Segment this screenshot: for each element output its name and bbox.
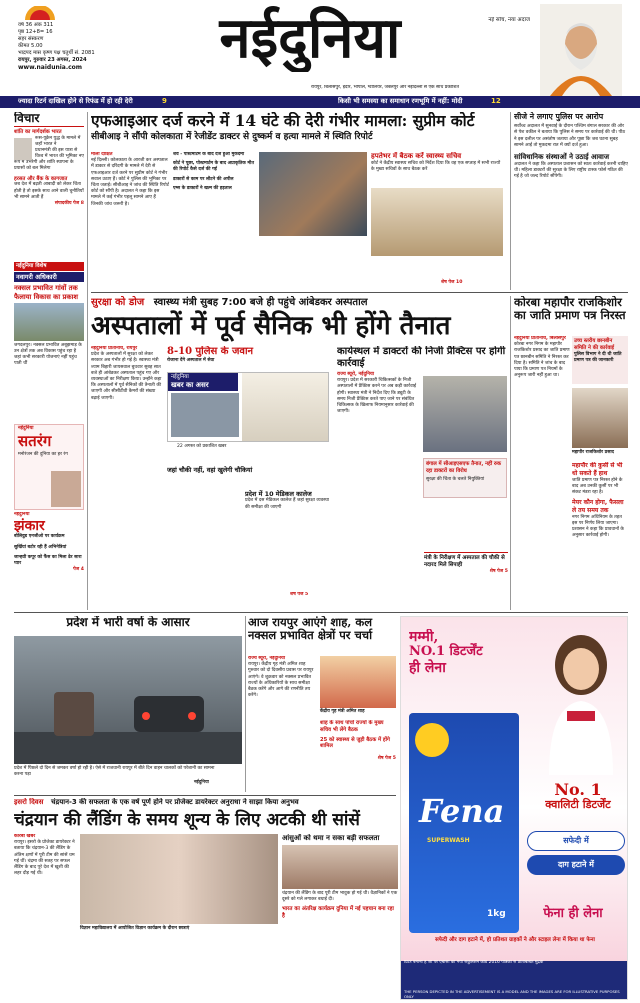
newspaper-title: नईदुनिया xyxy=(219,5,401,71)
inset-label: खबर का असर xyxy=(171,381,209,390)
logo-sun-icon xyxy=(22,6,58,20)
ad-product-pack xyxy=(409,713,519,933)
inset-clipping xyxy=(242,373,329,441)
inset-brand: नईदुनिया xyxy=(171,374,189,380)
lead-bullet: शव - पोस्टमार्टम के बाद दर्ज हुआ मुकदमा xyxy=(173,152,245,157)
right1-body: सर्वोच्च अदालत में सुनवाई के दौरान पश्चिम बंगाल सरकार की ओर से पेश वकील ने बताया कि पुलिस ने समय पर कार्रवाई की थी। पीठ ने इस दलील पर असंतोष जताया और पूछा कि जब घटना सुबह सामने आई तो मुकदमा रात में क्यों दर्ज हुआ। xyxy=(514,124,625,148)
lead-body: नई दिल्ली। कोलकाता के आरजी कर अस्पताल में डाक्टर से दरिंदगी के मामले में देरी से एफआइआर दर्ज करने पर सुप्रीम कोर्ट ने गंभीर सवाल उठाए हैं। कोर्ट ने पुलिस की भूमिका पर चिंता जताई। सीबीआइ ने जांच की स्थिति रिपोर्ट कोर्ट को सौंपी है। अदालत ने कहा कि इस मामले में कई गंभीर पहलू सामने आए हैं जिनकी जांच जरूरी है। xyxy=(91,158,169,207)
vichar-item2-title[interactable]: हरसत और बैंक के कागजात xyxy=(14,175,68,182)
price: कीमत 5.00 xyxy=(18,43,43,50)
news3-box-text: बंगाल में सीआइएसएफ तैनात, नहीं रुक रहा डाक्टरों का विरोध xyxy=(426,461,501,474)
rain-photo xyxy=(14,636,242,764)
news3-box xyxy=(423,458,507,498)
shah-body: रायपुर। केंद्रीय गृह मंत्री अमित शाह गुरुवार को दो दिवसीय प्रवास पर रायपुर आएंगे। वे शुक्रवार को नक्सल प्रभावित राज्यों के अधिकारियों के साथ समीक्षा बैठक करेंगे और आगे की रणनीति तय करेंगे। xyxy=(248,662,314,699)
medical-colleges xyxy=(245,490,335,550)
lead-dateline: माला दीक्षित xyxy=(91,152,113,157)
isro-photo xyxy=(80,834,278,924)
rain-credit: नईदुनिया xyxy=(194,780,209,785)
news3-photo xyxy=(423,376,507,452)
right2-box xyxy=(572,336,628,384)
jhankar-title: झंकार xyxy=(14,518,45,535)
rain-caption: प्रदेश में पिछले दो दिन से जमकर वर्षा हो रही है। ऐसे में राजधानी रायपुर में बीते दिन वाहन चालकों को परेशानी का सामना करना पड़ा xyxy=(14,766,215,778)
lead-photo-court xyxy=(371,188,503,256)
ad-tagline2: NO.1 डिटर्जेंट xyxy=(409,644,483,660)
special-headline: नवागरी अधिकारी xyxy=(14,272,84,282)
mayor-caption: महापौर राजकिशोर प्रसाद xyxy=(572,450,614,455)
news2-inset xyxy=(167,372,329,442)
isro-subhead: आंसुओं को थमा न सका बड़ी सफलता xyxy=(282,834,380,842)
vichar-heading: विचार xyxy=(14,112,84,127)
ad-sub: SUPERWASH xyxy=(427,837,470,844)
ad-quality: क्वालिटी डिटर्जेंट xyxy=(545,798,611,812)
ad-disclaimer: THE PERSON DEPICTED IN THE ADVERTISEMENT IS A MODEL AND THE IMAGES ARE FOR ILLUSTRATIVE PURPOSES ONLY xyxy=(404,990,620,999)
satrang-sub: नईदुनिया xyxy=(18,426,34,431)
right2-sub3: मेयर कौन होगा, फैसला ले तय समय तक xyxy=(572,499,624,514)
right1-subhead: सांविधानिक संस्थाओं ने उठाई आवाज xyxy=(514,152,610,161)
isro-label: इसरो दिवस xyxy=(14,798,44,806)
news2-dateline: नईदुनिया प्रतिनिधि, रायपुर xyxy=(91,346,138,351)
shah-story xyxy=(248,616,396,792)
isro-quote: भारत का अंतरिक्ष कार्यक्रम दुनिया में नई पहचान बना रहा है xyxy=(282,906,394,920)
lead-bullet: डाक्टरों से काम पर लौटने की अपील xyxy=(173,176,234,182)
satrang-box[interactable] xyxy=(14,424,84,510)
special-body[interactable]: नक्सल प्रभावित गांवों तक फैलाया विकास का प्रकाश xyxy=(14,284,78,301)
jhankar-item2[interactable]: सुर्खियां बटोर रही हैं अभिनेत्रियां xyxy=(14,544,67,550)
ad-no1: No. 1 xyxy=(554,781,602,799)
lead-caption-body: कोर्ट ने केंद्रीय स्वास्थ्य सचिव को निर्देश दिया कि वह एक सप्ताह में सभी राज्यों के मुख्य सचिवों के साथ बैठक करें xyxy=(371,161,501,173)
ad-white: सफेदी में xyxy=(563,836,589,845)
right2-body: कोरबा नगर निगम के महापौर राजकिशोर प्रसाद का जाति प्रमाण पत्र छानबीन समिति ने निरस्त कर दिया है। समिति ने जांच के बाद पाया कि प्रमाण पत्र नियमों के अनुरूप जारी नहीं हुआ था। xyxy=(514,342,570,379)
news2-body: प्रदेश के अस्पतालों में सुरक्षा को लेकर सरकार अब गंभीर हो गई है। स्वास्थ्य मंत्री श्याम बिहारी जायसवाल बुधवार सुबह सात बजे ही आंबेडकर अस्पताल पहुंच गए और व्यवस्थाओं का निरीक्षण किया। उन्होंने कहा कि अस्पतालों में पूर्व सैनिकों की तैनाती की जाएगी और सीसीटीवी कैमरों की संख्या बढ़ाई जाएगी। xyxy=(91,352,162,401)
right2-block xyxy=(514,296,628,610)
isro-sub-body: चंद्रयान की लैंडिंग के बाद पूरी टीम भावुक हो गई थी। वैज्ञानिकों ने एक दूसरे को गले लगाकर बधाई दी। xyxy=(282,891,398,903)
rain-story xyxy=(14,616,242,792)
strip-right-text[interactable]: किसी भी समस्या का समाधान रणभूमि में नहीं: मोदी xyxy=(338,97,463,105)
right1-body2: अदालत ने कहा कि अस्पताल प्रशासन को स्वतः कार्रवाई करनी चाहिए थी। महिला डाक्टरों की सुरक्षा के लिए राष्ट्रीय टास्क फोर्स गठित की गई है जो जल्द रिपोर्ट सौंपेगी। xyxy=(514,161,628,180)
shah-photo xyxy=(320,656,396,708)
special-text: जगदलपुर। नक्सल प्रभावित अबूझमाड़ के उन क्षेत्रों तक अब विकास पहुंच रहा है जहां कभी सरकारी योजनाएं नहीं पहुंच पाती थीं xyxy=(14,342,82,367)
news2-continued: शेष पेज 5 xyxy=(290,592,309,597)
masthead xyxy=(0,0,640,96)
isro-kicker: चंद्रयान-3 की सफलता के एक वर्ष पूर्ण होने पर प्रोजेक्ट डायरेक्टर अनुराधा ने साझा किया अनुभव xyxy=(51,798,299,806)
ad-stain: दाग हटाने में xyxy=(558,860,594,869)
ad-no1-badge xyxy=(531,781,625,827)
note-text: मंत्री के निरीक्षण में अस्पताल की चौकी से नदारद मिले सिपाही xyxy=(424,555,505,569)
satrang-photo xyxy=(51,471,81,507)
ad-slogan: फेना ही लेना xyxy=(543,906,603,921)
website[interactable]: www.naidunia.com xyxy=(18,64,83,72)
right2-body3: नगर निगम अधिनियम के तहत इस पर निर्णय लिया जाएगा। प्रशासन ने कहा कि प्रावधानों के अनुसार कार्रवाई होगी। xyxy=(572,514,624,539)
lead-headline[interactable]: एफआइआर दर्ज करने में 14 घंटे की देरी गंभीर मामला: सुप्रीम कोर्ट xyxy=(91,112,475,130)
news3-dateline: राज्य ब्यूरो, नईदुनिया xyxy=(337,372,374,377)
satrang-text: मनोरंजन की दुनिया का हर रंग xyxy=(18,452,68,458)
banner-headline[interactable]: अस्पतालों में पूर्व सैनिक भी होंगे तैनात xyxy=(91,311,451,341)
shah-bullet: शाह के साथ पांचों राज्यों के मुख्य सचिव भी लेंगे बैठक xyxy=(320,720,384,733)
mayor-photo xyxy=(572,388,628,448)
right2-body2: जाति प्रमाण पत्र निरस्त होने के बाद अब उनकी कुर्सी पर भी संकट मंडरा रहा है। xyxy=(572,477,623,495)
special-label: नईदुनिया विशेष xyxy=(14,262,84,271)
samvat-date: भाद्रपद मास कृष्ण पक्ष चतुर्थी सं. 2081 xyxy=(18,50,95,57)
volume-issue: वर्ष 36 अंक 311 xyxy=(18,22,54,28)
ad-footer-claim: सफेदी और दाग हटाने में, हो प्रतिशत ग्राहकों ने और स्टाइल लेना में किया था फेना xyxy=(435,937,595,943)
right2-sub2: महापौर की कुर्सी से भी धो सकते हैं हाथ xyxy=(572,462,623,477)
ad-claim-stain xyxy=(527,855,625,875)
shah-headline[interactable]: आज रायपुर आएंगे शाह, कल नक्सल प्रभावित क्षेत्रों पर चर्चा xyxy=(248,616,373,643)
strip-left-page: 9 xyxy=(162,97,167,105)
isro-body: रायपुर। इसरो के प्रोजेक्ट डायरेक्टर ने बताया कि चंद्रयान-3 की लैंडिंग के अंतिम क्षणों में पूरी टीम की सांसें थम गई थीं। चंद्रमा की सतह पर सफल लैंडिंग के बाद पूरे देश में खुशी की लहर दौड़ गई थी। xyxy=(14,840,75,877)
news3-headline[interactable]: कार्यस्थल में डाक्टरों की निजी प्रैक्टिस पर होगी कार्रवाई xyxy=(337,346,506,369)
vichar-item1-title[interactable]: शांति का मार्गदर्शक भारत xyxy=(14,128,62,135)
jhankar-sub: नईदुनिया xyxy=(14,512,30,517)
lead-bullet: कोर्ट ने पूछा, पोस्टमार्टम के बाद अप्राकृतिक मौत की रिपोर्ट कैसे दर्ज की गई xyxy=(173,161,254,173)
lead-photo-caption xyxy=(371,152,503,186)
pm-portrait xyxy=(540,4,622,96)
special-photo xyxy=(14,303,84,341)
lead-subhead: सीबीआइ ने सौंपी कोलकाता में रेजीडेंट डाक्टर से दुष्कर्म व हत्या मामले में स्थिति रिपोर्ट xyxy=(91,131,373,142)
lead-bullet: एम्स के डाक्टरों ने खत्म की हड़ताल xyxy=(173,185,232,191)
right2-box-heading: उच्च स्तरीय छानबीन समिति ने की कार्रवाई xyxy=(574,338,615,351)
fena-advertisement[interactable] xyxy=(400,616,628,1000)
vichar-page-ref: संपादकीय पेज 8 xyxy=(54,200,84,206)
tagline: नई सोच, नया अंदाज xyxy=(488,17,530,23)
page-count: पृष्ठ 12+8= 16 xyxy=(18,29,53,36)
strip-left-text[interactable]: ज्यादा रिटर्न दाखिल होने से रिफंड में हो रही देरी xyxy=(18,97,133,105)
columnist-photo xyxy=(14,138,32,160)
jhankar-item3[interactable]: जान्हवी कपूर को फैंस का मिला ढेर सारा प्यार xyxy=(14,554,82,566)
isro-director-photo xyxy=(282,845,398,889)
vichar-item1-author: रूस-यूक्रेन युद्ध के मामले में जहाँ भारत ने xyxy=(35,135,81,147)
lead-bullets xyxy=(173,152,255,288)
isro-dateline: कोरबा खबर xyxy=(14,834,36,839)
lead-photo-protest xyxy=(259,152,367,236)
vichar-item1-body: प्रधानमंत्री की इस यात्रा से विश्व में भारत की भूमिका नए रूप में उभरेगी और शांति स्थापना के प्रयासों को बल मिलेगा xyxy=(14,147,84,172)
note-continued: शेष पेज 5 xyxy=(489,569,508,575)
jhankar-item1[interactable]: बोलिवुड एनजीओ पर कार्यक्रम xyxy=(14,534,65,540)
ad-model-photo xyxy=(529,625,625,775)
right2-headline[interactable]: कोरबा महापौर राजकिशोर का जाति प्रमाण पत्र निरस्त xyxy=(514,296,626,323)
news3-block xyxy=(337,346,507,516)
lead-continued: शेष पेज 10 xyxy=(441,280,463,285)
ad-brand: Fena xyxy=(419,792,505,830)
ad-tagline1: मम्मी, xyxy=(409,629,439,645)
vichar-item2-body: जब देश में बढ़ती आबादी को लेकर चिंता होती है तो इसके साथ आने वाली चुनौतियाँ भी सामने आती हैं xyxy=(14,182,84,200)
isro-headline[interactable]: चंद्रयान की लैंडिंग के समय शून्य के लिए अटकी थी सांसें xyxy=(14,810,360,830)
lead-story xyxy=(91,112,505,290)
news2-stat-sub: रोजाना देंगे अस्पताल में सेवा xyxy=(167,357,215,363)
news2-sub2: प्रदेश में 10 मेडिकल कालेज xyxy=(245,490,312,498)
right2-box-body: पुलिस विभाग ने दी थी जाति प्रमाण पत्र की जानकारी xyxy=(574,351,622,363)
strip-right-page: 12 xyxy=(491,97,501,105)
edition-label: सहर संस्करण xyxy=(18,36,44,43)
right1-headline[interactable]: सीजे ने लगाए पुलिस पर आरोप xyxy=(514,112,604,121)
satrang-title: सतरंग xyxy=(18,432,52,451)
jhankar-pages: पेज 4 xyxy=(73,567,84,573)
banner-kicker: स्वास्थ्य मंत्री सुबह 7:00 बजे ही पहुंचे आंबेडकर अस्पताल xyxy=(153,297,368,308)
news2-sub2-body: प्रदेश में दस मेडिकल कालेज हैं जहां सुरक्षा व्यवस्था की समीक्षा की जाएगी xyxy=(245,498,329,510)
inset-caption: 22 अगस्त को प्रकाशित खबर xyxy=(177,444,227,449)
ad-tagline3: ही लेना xyxy=(409,660,446,677)
vichar-column xyxy=(14,112,84,260)
issue-date: रायपुर, गुरुवार 23 अगस्त, 2024 xyxy=(18,57,87,64)
top-headline-strip xyxy=(0,96,640,108)
rain-headline[interactable]: प्रदेश में भारी वर्षा के आसार xyxy=(66,616,190,629)
news3-box2: सुरक्षा की चिंता के चलते नियुक्तियां xyxy=(426,476,485,482)
jhankar-box[interactable] xyxy=(14,512,84,612)
news3-body: रायपुर। प्रदेश में सरकारी चिकित्सकों के निजी अस्पतालों में प्रैक्टिस करने पर अब कड़ी कार्रवाई होगी। स्वास्थ्य मंत्री ने निर्देश दिए कि ड्यूटी के समय निजी प्रैक्टिस करते पाए जाने पर संबंधित चिकित्सक के खिलाफ नियमानुसार कार्रवाई की जाएगी। xyxy=(337,378,417,415)
shah-continued: शेष पेज 5 xyxy=(377,756,396,761)
inset-photo xyxy=(171,393,239,437)
print-line: प्रिंटर बनाना है जो पर एबीसी का नया सर्कुलेशन कोड 2016 पत्रिका से प्रतिबिंबित मुद्रक xyxy=(404,960,544,965)
news2-sub1: जहां चौकी नहीं, वहां खुलेगी चौकियां xyxy=(167,466,253,474)
right2-dateline: नईदुनिया प्रतिनिधि, बिलासपुर xyxy=(514,336,566,341)
shah-bullet: 25 को स्वास्थ्य से जुड़ी बैठक में होंगे शामिल xyxy=(320,736,390,750)
banner-story xyxy=(91,296,471,344)
shah-caption: केंद्रीय गृह मंत्री अमित शाह xyxy=(320,709,365,714)
news2-stat: 8-10 पुलिस के जवान xyxy=(167,346,254,357)
shah-dateline: राज्य ब्यूरो, नईदुनिया xyxy=(248,656,285,661)
right-column-top xyxy=(514,112,628,290)
banner-label: सुरक्षा को डोज xyxy=(91,297,145,308)
minister-note xyxy=(424,552,508,582)
lead-caption-heading: हपतेभर में बैठक करें स्वास्थ्य सचिव xyxy=(371,152,462,160)
isro-photo-caption: विज्ञान महाविद्यालय में आयोजित विज्ञान कार्यक्रम के दौरान छात्राएं xyxy=(80,926,190,931)
isro-story xyxy=(14,798,398,996)
special-column xyxy=(14,262,84,422)
publishing-cities: रायपुर, बिलासपुर, इंदौर, भोपाल, ग्वालियर, जबलपुर और नईदिल्ली से एक साथ प्रकाशित xyxy=(311,85,459,90)
ad-pack-size: 1kg xyxy=(487,909,506,919)
ad-claim-white xyxy=(527,831,625,851)
